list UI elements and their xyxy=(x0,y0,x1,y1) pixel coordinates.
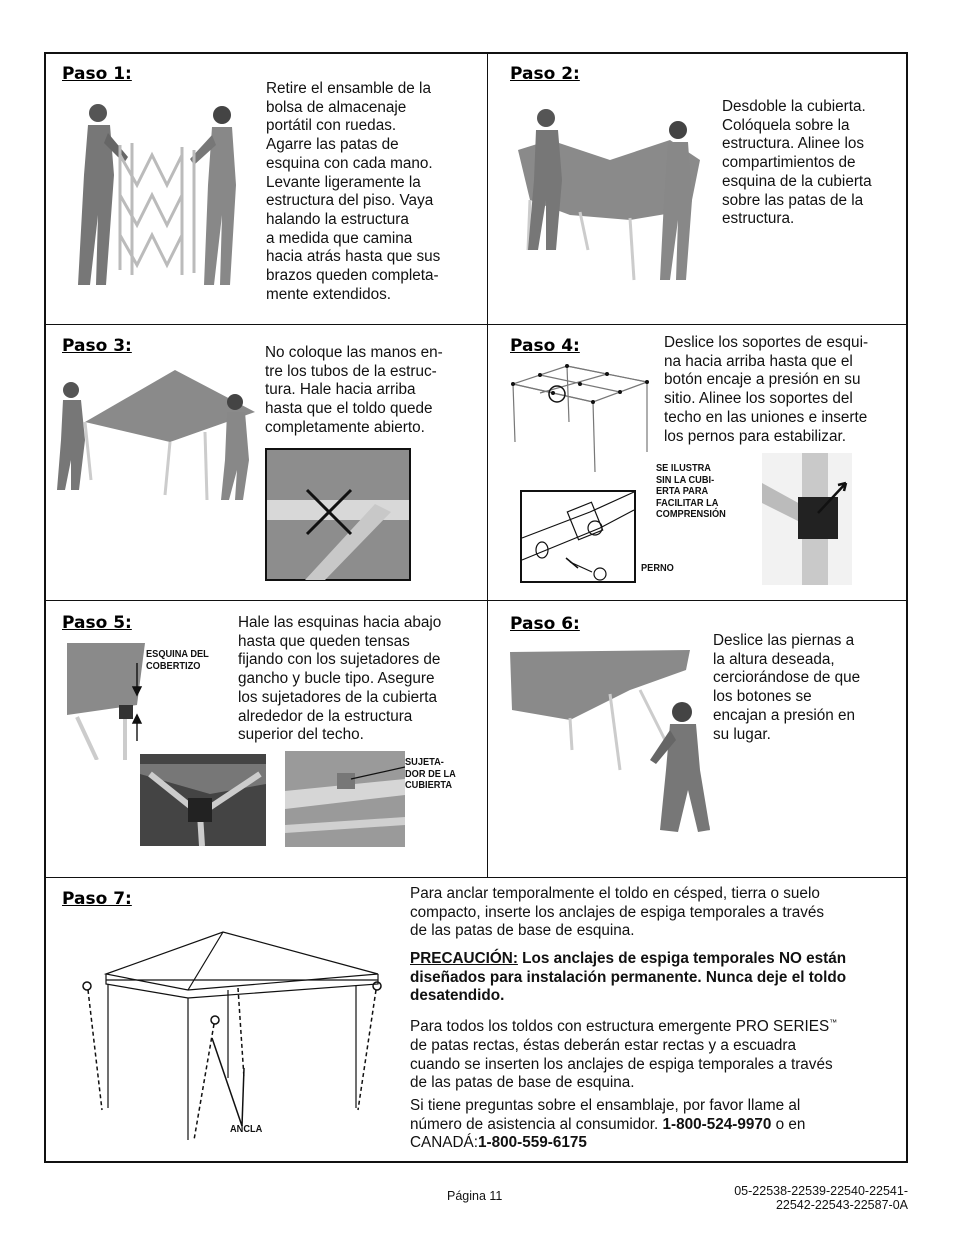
caution-label: PRECAUCIÓN: xyxy=(410,950,518,967)
step-6-text: Deslice las piernas a la altura deseada, cerciorándose de que los botones se encajan a presión en su lugar. xyxy=(713,632,861,743)
step-5-fastener-photo xyxy=(285,751,405,847)
step-6-illustration xyxy=(510,650,710,840)
step-3-warning-photo xyxy=(265,448,411,581)
row-divider-2 xyxy=(44,600,908,601)
step-2-title: Paso 2: xyxy=(510,64,580,84)
step-4-text: Deslice los soportes de esqui- na hacia arriba hasta que el botón encaje a presión en su sitio. Alinee los soportes del techo en las uniones e inserte los pernos para estabilizar. xyxy=(664,334,869,445)
step-5-corner-label: ESQUINA DEL COBERTIZO xyxy=(146,648,209,672)
step-1-text: Retire el ensamble de la bolsa de almacenaje portátil con ruedas. Agarre las patas de esquina con cada mano. Levante ligeramente la estructura del piso. Vaya halando la estructura a medida que camina hacia atrás hasta que sus brazos queden completa- mente extendidos. xyxy=(266,80,441,303)
step-5-frame-photo xyxy=(140,754,266,846)
page-number: Página 11 xyxy=(447,1189,503,1203)
step-4-caption: SE ILUSTRA SIN LA CUBI- ERTA PARA FACILITAR LA COMPRENSIÓN xyxy=(656,462,726,520)
step-7-paragraph-3 xyxy=(410,1014,837,1093)
step-7-contact xyxy=(410,1097,805,1153)
step-5-text: Hale las esquinas hacia abajo hasta que queden tensas fijando con los sujetadores de gancho y bucle tipo. Asegure los sujetadores de la cubierta alrededor de la estructura superior del techo. xyxy=(238,614,442,744)
step-3-title: Paso 3: xyxy=(62,336,132,356)
paragraph-3-start: Para todos los toldos con estructura emergente PRO SERIES xyxy=(410,1018,830,1036)
step-7-paragraph-1: Para anclar temporalmente el toldo en césped, tierra o suelo compacto, inserte los anclajes de espiga temporales a través de las patas de base de esquina. xyxy=(410,885,825,940)
contact-intro: Si tiene preguntas sobre el ensamblaje, por favor llame al número de asistencia al consumidor. xyxy=(410,1097,801,1133)
step-1-illustration xyxy=(62,95,252,295)
caution-text: Los anclajes de espiga temporales NO están diseñados para instalación permanente. Nunca deje el toldo desatendido. xyxy=(410,950,847,1005)
step-7-anchor-label: ANCLA xyxy=(230,1123,263,1135)
step-3-illustration xyxy=(55,360,255,500)
step-7-title: Paso 7: xyxy=(62,889,132,909)
step-6-title: Paso 6: xyxy=(510,614,580,634)
model-codes: 05-22538-22539-22540-22541- 22542-22543-22587-0A xyxy=(734,1184,908,1212)
contact-canada: o en CANADÁ: xyxy=(410,1115,806,1152)
step-4-pin-detail xyxy=(520,490,636,583)
step-7-caution xyxy=(410,950,846,1006)
step-4-pin-label: PERNO xyxy=(641,562,674,574)
row-divider-1 xyxy=(44,324,908,325)
step-4-bracket-photo xyxy=(762,453,852,585)
step-4-frame-diagram xyxy=(507,362,653,482)
step-4-title: Paso 4: xyxy=(510,336,580,356)
step-2-text: Desdoble la cubierta. Colóquela sobre la estructura. Alinee los compartimientos de esquina de la cubierta sobre las patas de la estructura. xyxy=(722,98,872,228)
phone-canada: 1-800-559-6175 xyxy=(478,1134,587,1152)
step-5-corner-photo xyxy=(67,643,145,760)
step-5-title: Paso 5: xyxy=(62,613,132,633)
paragraph-3-rest: de patas rectas, éstas deberán estar rectas y a escuadra cuando se inserten los anclajes de espiga temporales a través de las patas de base de esquina. xyxy=(410,1036,833,1092)
step-5-fastener-label: SUJETA- DOR DE LA CUBIERTA xyxy=(405,756,456,791)
trademark-symbol: ™ xyxy=(829,1018,838,1027)
phone-us: 1-800-524-9970 xyxy=(662,1115,772,1133)
step-7-canopy-diagram xyxy=(78,928,388,1143)
step-1-title: Paso 1: xyxy=(62,64,132,84)
step-2-illustration xyxy=(510,100,710,290)
column-divider xyxy=(487,52,488,877)
step-3-text: No coloque las manos en- tre los tubos de la estruc- tura. Hale hacia arriba hasta que el toldo quede completamente abierto. xyxy=(265,344,443,436)
row-divider-3 xyxy=(44,877,908,878)
